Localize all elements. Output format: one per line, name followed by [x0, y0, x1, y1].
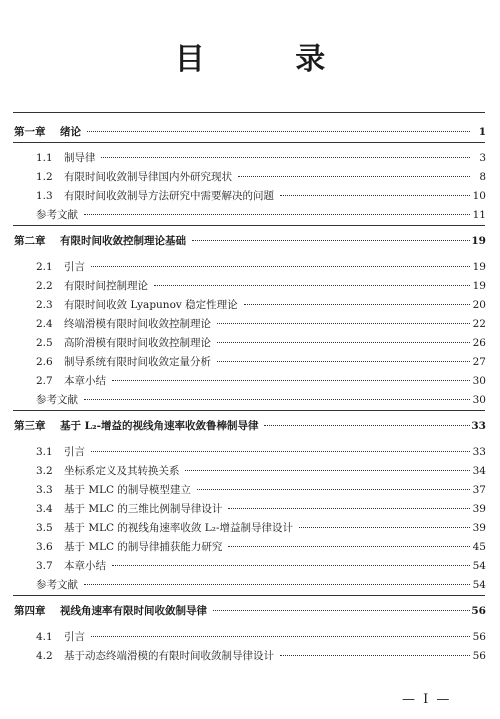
page-number: 11 — [472, 209, 486, 221]
dot-leader — [197, 489, 470, 490]
toc-entry-ref[interactable] — [0, 206, 500, 224]
page-number: 37 — [472, 484, 486, 496]
entry-title: 引言 — [64, 261, 85, 273]
section-number: 2.2 — [36, 280, 53, 292]
chapter-divider — [13, 225, 485, 226]
toc-entry-ref[interactable] — [0, 391, 500, 409]
entry-title: 参考文献 — [36, 394, 78, 406]
dot-leader — [84, 584, 470, 585]
chapter-number: 第三章 — [14, 420, 46, 432]
entry-title: 绪论 — [60, 126, 81, 138]
dot-leader — [228, 508, 470, 509]
section-number: 3.3 — [36, 484, 53, 496]
page-number: 45 — [472, 541, 486, 553]
entry-title: 参考文献 — [36, 579, 78, 591]
chapter-divider — [13, 410, 485, 411]
dot-leader — [112, 380, 470, 381]
section-number: 3.5 — [36, 522, 53, 534]
page-number: 33 — [471, 420, 486, 432]
chapter-number: 第四章 — [14, 605, 46, 617]
toc-entry-section[interactable] — [0, 353, 500, 371]
page-number: 54 — [472, 560, 486, 572]
page-number: 56 — [472, 631, 486, 643]
page-number: 39 — [472, 522, 486, 534]
chapter-number: 第一章 — [14, 126, 46, 138]
page-number: 26 — [472, 337, 486, 349]
entry-title: 基于动态终端滑模的有限时间收敛制导律设计 — [64, 650, 274, 662]
section-number: 1.2 — [36, 171, 53, 183]
toc-entry-ref[interactable] — [0, 576, 500, 594]
section-number: 2.7 — [36, 375, 53, 387]
entry-title: 基于 MLC 的三维比例制导律设计 — [64, 503, 223, 515]
page-number: 56 — [471, 605, 486, 617]
toc-entry-section[interactable] — [0, 647, 500, 665]
page-number: 30 — [472, 394, 486, 406]
entry-title: 有限时间控制理论 — [64, 280, 148, 292]
entry-title: 基于 MLC 的视线角速率收敛 L₂-增益制导律设计 — [64, 522, 293, 534]
section-number: 2.6 — [36, 356, 53, 368]
dot-leader — [84, 214, 470, 215]
section-number: 2.3 — [36, 299, 53, 311]
section-number: 1.1 — [36, 152, 53, 164]
entry-title: 基于 MLC 的制导律捕获能力研究 — [64, 541, 223, 553]
toc-entry-chapter[interactable] — [0, 602, 500, 620]
page-number: 10 — [472, 190, 486, 202]
entry-title: 制导律 — [64, 152, 96, 164]
page-number: 20 — [472, 299, 486, 311]
section-number: 3.1 — [36, 446, 53, 458]
page-title: 目 录 — [174, 42, 366, 77]
toc-entry-section[interactable] — [0, 187, 500, 205]
entry-title: 本章小结 — [64, 560, 106, 572]
toc-entry-section[interactable] — [0, 443, 500, 461]
entry-title: 有限时间收敛 Lyapunov 稳定性理论 — [64, 299, 238, 311]
dot-leader — [217, 342, 470, 343]
dot-leader — [185, 470, 470, 471]
dot-leader — [228, 546, 470, 547]
entry-title: 基于 MLC 的制导模型建立 — [64, 484, 191, 496]
section-number: 3.7 — [36, 560, 53, 572]
dot-leader — [280, 195, 470, 196]
entry-title: 基于 L₂-增益的视线角速率收敛鲁棒制导律 — [60, 420, 259, 432]
chapter-number: 第二章 — [14, 235, 46, 247]
section-number: 4.1 — [36, 631, 53, 643]
page-number-footer: — I — — [402, 692, 452, 707]
toc-entry-section[interactable] — [0, 519, 500, 537]
page-number: 8 — [479, 171, 486, 183]
entry-title: 参考文献 — [36, 209, 78, 221]
toc-entry-section[interactable] — [0, 538, 500, 556]
page-number: 30 — [472, 375, 486, 387]
toc-entry-section[interactable] — [0, 372, 500, 390]
section-number: 4.2 — [36, 650, 53, 662]
chapter-divider — [13, 595, 485, 596]
dot-leader — [213, 610, 470, 611]
dot-leader — [84, 399, 470, 400]
dot-leader — [264, 425, 470, 426]
entry-title: 有限时间收敛制导方法研究中需要解决的问题 — [64, 190, 274, 202]
section-number: 3.4 — [36, 503, 53, 515]
section-number: 2.4 — [36, 318, 53, 330]
page-number: 19 — [472, 261, 486, 273]
dot-leader — [91, 636, 470, 637]
toc-entry-section[interactable] — [0, 258, 500, 276]
page-number: 22 — [472, 318, 486, 330]
dot-leader — [154, 285, 470, 286]
dot-leader — [217, 361, 470, 362]
toc-entry-section[interactable] — [0, 462, 500, 480]
toc-entry-section[interactable] — [0, 315, 500, 333]
page-number: 1 — [478, 126, 486, 138]
section-number: 2.1 — [36, 261, 53, 273]
toc-entry-section[interactable] — [0, 557, 500, 575]
section-number: 3.6 — [36, 541, 53, 553]
toc-entry-chapter[interactable] — [0, 123, 500, 141]
chapter-divider — [13, 142, 485, 143]
entry-title: 有限时间收敛控制理论基础 — [60, 235, 186, 247]
toc-entry-section[interactable] — [0, 500, 500, 518]
entry-title: 终端滑模有限时间收敛控制理论 — [64, 318, 211, 330]
toc-entry-section[interactable] — [0, 481, 500, 499]
toc-entry-chapter[interactable] — [0, 232, 500, 250]
entry-title: 本章小结 — [64, 375, 106, 387]
page-number: 27 — [472, 356, 486, 368]
dot-leader — [87, 131, 470, 132]
page-number: 33 — [472, 446, 486, 458]
dot-leader — [192, 240, 470, 241]
dot-leader — [112, 565, 470, 566]
page-number: 19 — [472, 280, 486, 292]
dot-leader — [244, 304, 470, 305]
section-number: 1.3 — [36, 190, 53, 202]
dot-leader — [91, 451, 470, 452]
entry-title: 有限时间收敛制导律国内外研究现状 — [64, 171, 232, 183]
page-number: 19 — [471, 235, 486, 247]
toc-entry-section[interactable] — [0, 168, 500, 186]
entry-title: 引言 — [64, 631, 85, 643]
toc-entry-chapter[interactable] — [0, 417, 500, 435]
page-number: 39 — [472, 503, 486, 515]
top-rule — [13, 112, 485, 113]
page-number: 56 — [472, 650, 486, 662]
toc-entry-section[interactable] — [0, 334, 500, 352]
section-number: 2.5 — [36, 337, 53, 349]
entry-title: 制导系统有限时间收敛定量分析 — [64, 356, 211, 368]
toc-entry-section[interactable] — [0, 277, 500, 295]
entry-title: 高阶滑模有限时间收敛控制理论 — [64, 337, 211, 349]
section-number: 3.2 — [36, 465, 53, 477]
dot-leader — [238, 176, 470, 177]
dot-leader — [91, 266, 470, 267]
toc-entry-section[interactable] — [0, 296, 500, 314]
page-number: 3 — [479, 152, 486, 164]
page-number: 54 — [472, 579, 486, 591]
toc-entry-section[interactable] — [0, 628, 500, 646]
dot-leader — [101, 157, 470, 158]
dot-leader — [280, 655, 470, 656]
entry-title: 坐标系定义及其转换关系 — [64, 465, 180, 477]
entry-title: 引言 — [64, 446, 85, 458]
entry-title: 视线角速率有限时间收敛制导律 — [60, 605, 207, 617]
dot-leader — [299, 527, 470, 528]
toc-entry-section[interactable] — [0, 149, 500, 167]
dot-leader — [217, 323, 470, 324]
page-number: 34 — [472, 465, 486, 477]
